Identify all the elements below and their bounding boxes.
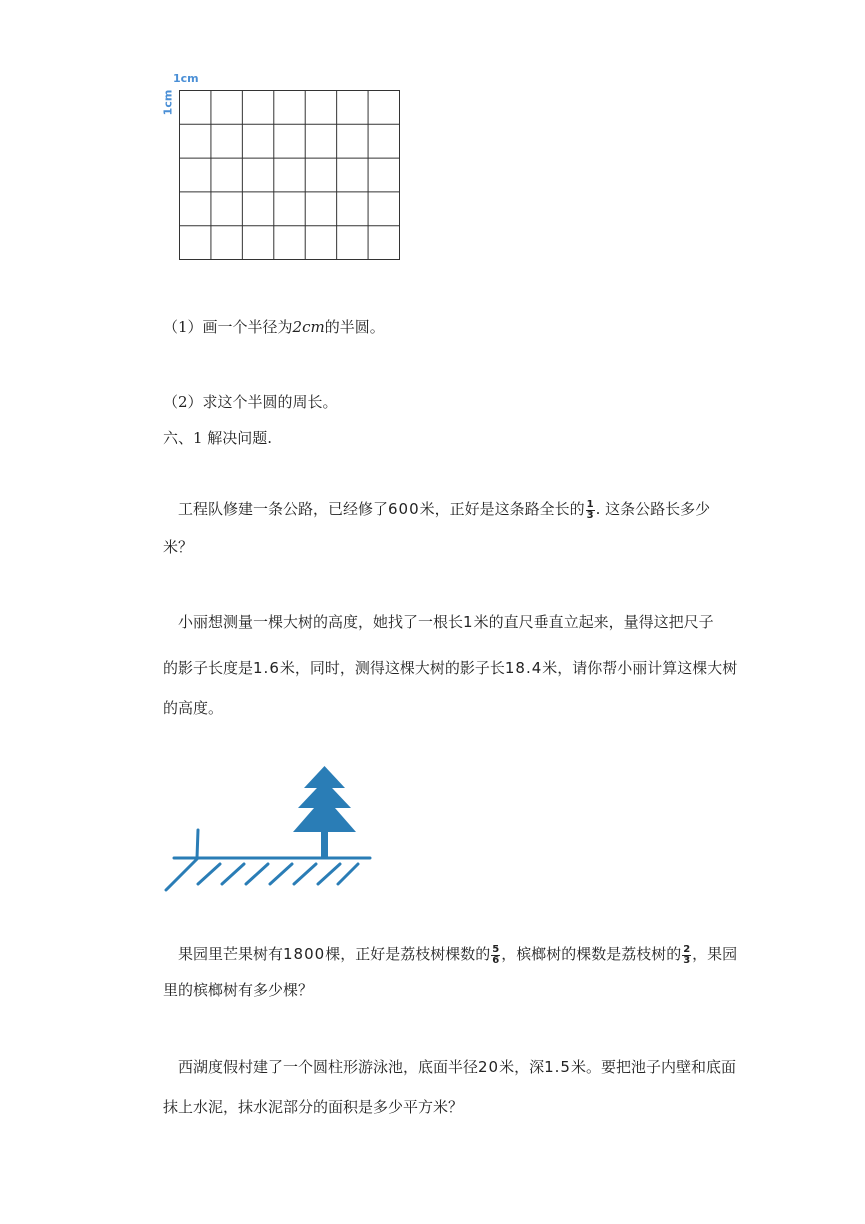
- p1-text-a: 工程队修建一条公路，已经修了: [178, 500, 389, 518]
- p3-frac1-num: 5: [492, 943, 500, 955]
- problem-4: [163, 1057, 753, 1117]
- p3-line1-a: 果园里芒果树有: [178, 945, 284, 963]
- problem-3: [163, 942, 753, 1000]
- problem-1: [163, 497, 753, 557]
- q1-prefix: （1）画一个半径为: [163, 318, 293, 336]
- ruler-stick: [197, 830, 198, 858]
- question-1: [163, 317, 385, 337]
- p4-line1-c: 米。要把池子内壁和底面: [570, 1058, 736, 1076]
- p2-line2-c: 米，请你帮小丽计算这棵大树: [542, 659, 738, 677]
- problem-2: [163, 612, 753, 718]
- p1-number: 600: [388, 500, 420, 518]
- p3-frac2-den: 3: [683, 954, 691, 966]
- p1-frac-den: 3: [586, 509, 594, 521]
- p1-line-2: 米？: [163, 538, 194, 556]
- p2-line1-a: 小丽想测量一棵大树的高度，她找了一根长: [178, 613, 464, 631]
- tree-icon: [293, 766, 356, 858]
- p3-fraction-1: [491, 945, 500, 966]
- p3-num1: 1800: [283, 945, 326, 963]
- p3-line1-c: ，槟榔树的棵数是荔枝树的: [501, 945, 682, 963]
- p2-line-3: 的高度。: [163, 699, 224, 717]
- p2-line2-a: 的影子长度是: [163, 659, 254, 677]
- grid-label-vertical: 1cm: [161, 89, 175, 116]
- p3-line1-d: ，果园: [692, 945, 738, 963]
- p1-fraction: [586, 500, 595, 521]
- p2-num1: 1: [463, 613, 474, 631]
- p4-num1: 20: [478, 1058, 500, 1076]
- p4-num2: 1.5: [544, 1058, 571, 1076]
- p4-line1-a: 西湖度假村建了一个圆柱形游泳池，底面半径: [178, 1058, 479, 1076]
- q1-suffix: 的半圆。: [324, 318, 385, 336]
- question-2: （2）求这个半圆的周长。: [163, 393, 338, 411]
- p3-frac2-num: 2: [683, 943, 691, 955]
- p2-num2: 1.6: [253, 659, 280, 677]
- p1-text-b: 米，正好是这条路全长的: [419, 500, 585, 518]
- p4-line-2: 抹上水泥，抹水泥部分的面积是多少平方米？: [163, 1098, 464, 1116]
- p3-fraction-2: [682, 945, 691, 966]
- p2-num3: 18.4: [504, 659, 543, 677]
- p3-frac1-den: 6: [492, 954, 500, 966]
- p1-frac-num: 1: [586, 498, 594, 510]
- q1-value: 2: [292, 318, 303, 336]
- grid-label-horizontal: 1cm: [173, 72, 199, 85]
- p2-line2-b: 米，同时，测得这棵大树的影子长: [279, 659, 505, 677]
- section-heading: 六、1 解决问题.: [163, 429, 273, 447]
- grid-figure: [163, 72, 413, 272]
- p3-line1-b: 棵，正好是荔枝树棵数的: [325, 945, 491, 963]
- p1-text-c: . 这条公路长多少: [595, 500, 711, 518]
- tree-ruler-illustration: [160, 760, 380, 900]
- p3-line-2: 里的槟榔树有多少棵？: [163, 981, 314, 999]
- square-grid: [179, 90, 400, 260]
- q1-unit: cm: [302, 318, 325, 336]
- p2-line1-b: 米的直尺垂直立起来，量得这把尺子: [473, 613, 714, 631]
- p4-line1-b: 米，深: [499, 1058, 545, 1076]
